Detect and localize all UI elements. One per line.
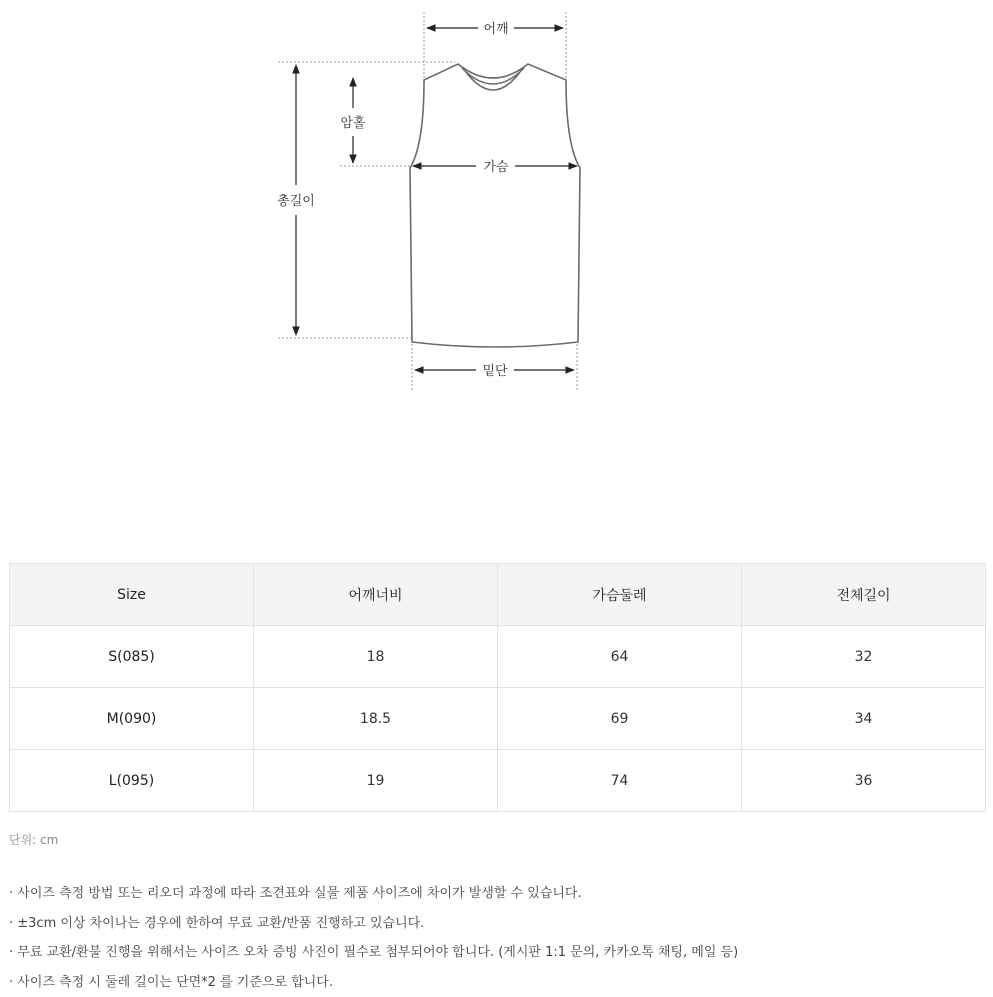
- header-shoulder: 어깨너비: [254, 564, 498, 626]
- length-cell: 32: [742, 626, 986, 688]
- total-length-label: 총길이: [277, 193, 315, 209]
- size-cell: M(090): [10, 688, 254, 750]
- table-row: [10, 626, 986, 688]
- note-item: · 무료 교환/환불 진행을 위해서는 사이즈 오차 증빙 사진이 필수로 첨부되어야 합니다. (게시판 1:1 문의, 카카오톡 채팅, 메일 등): [9, 938, 738, 968]
- chest-cell: 69: [498, 688, 742, 750]
- length-cell: 36: [742, 750, 986, 812]
- armhole-dimension: [340, 78, 366, 163]
- size-diagram: [0, 0, 993, 420]
- unit-note: 단위: cm: [9, 831, 58, 848]
- table-row: [10, 688, 986, 750]
- size-cell: S(085): [10, 626, 254, 688]
- guide-lines: [278, 12, 577, 392]
- shoulder-cell: 19: [254, 750, 498, 812]
- chest-cell: 64: [498, 626, 742, 688]
- garment-outline: [410, 64, 580, 347]
- chest-dimension: [413, 159, 577, 175]
- note-item: · ±3cm 이상 차이나는 경우에 한하여 무료 교환/반품 진행하고 있습니다.: [9, 909, 738, 939]
- header-length: 전체길이: [742, 564, 986, 626]
- shoulder-label: 어깨: [483, 21, 508, 37]
- table-header-row: [10, 564, 986, 626]
- armhole-label: 암홀: [340, 115, 366, 131]
- chest-cell: 74: [498, 750, 742, 812]
- notes-list: [9, 879, 738, 997]
- hem-label: 밑단: [482, 363, 508, 379]
- header-chest: 가슴둘레: [498, 564, 742, 626]
- shoulder-cell: 18.5: [254, 688, 498, 750]
- hem-dimension: [415, 363, 574, 379]
- shoulder-cell: 18: [254, 626, 498, 688]
- note-item: · 사이즈 측정 방법 또는 리오더 과정에 따라 조견표와 실물 제품 사이즈에 차이가 발생할 수 있습니다.: [9, 879, 738, 909]
- size-cell: L(095): [10, 750, 254, 812]
- total-length-dimension: [277, 65, 315, 335]
- size-table: [9, 563, 986, 812]
- shoulder-dimension: [427, 21, 563, 37]
- header-size: Size: [10, 564, 254, 626]
- table-row: [10, 750, 986, 812]
- note-item: · 사이즈 측정 시 둘레 길이는 단면*2 를 기준으로 합니다.: [9, 968, 738, 997]
- length-cell: 34: [742, 688, 986, 750]
- chest-label: 가슴: [483, 159, 509, 175]
